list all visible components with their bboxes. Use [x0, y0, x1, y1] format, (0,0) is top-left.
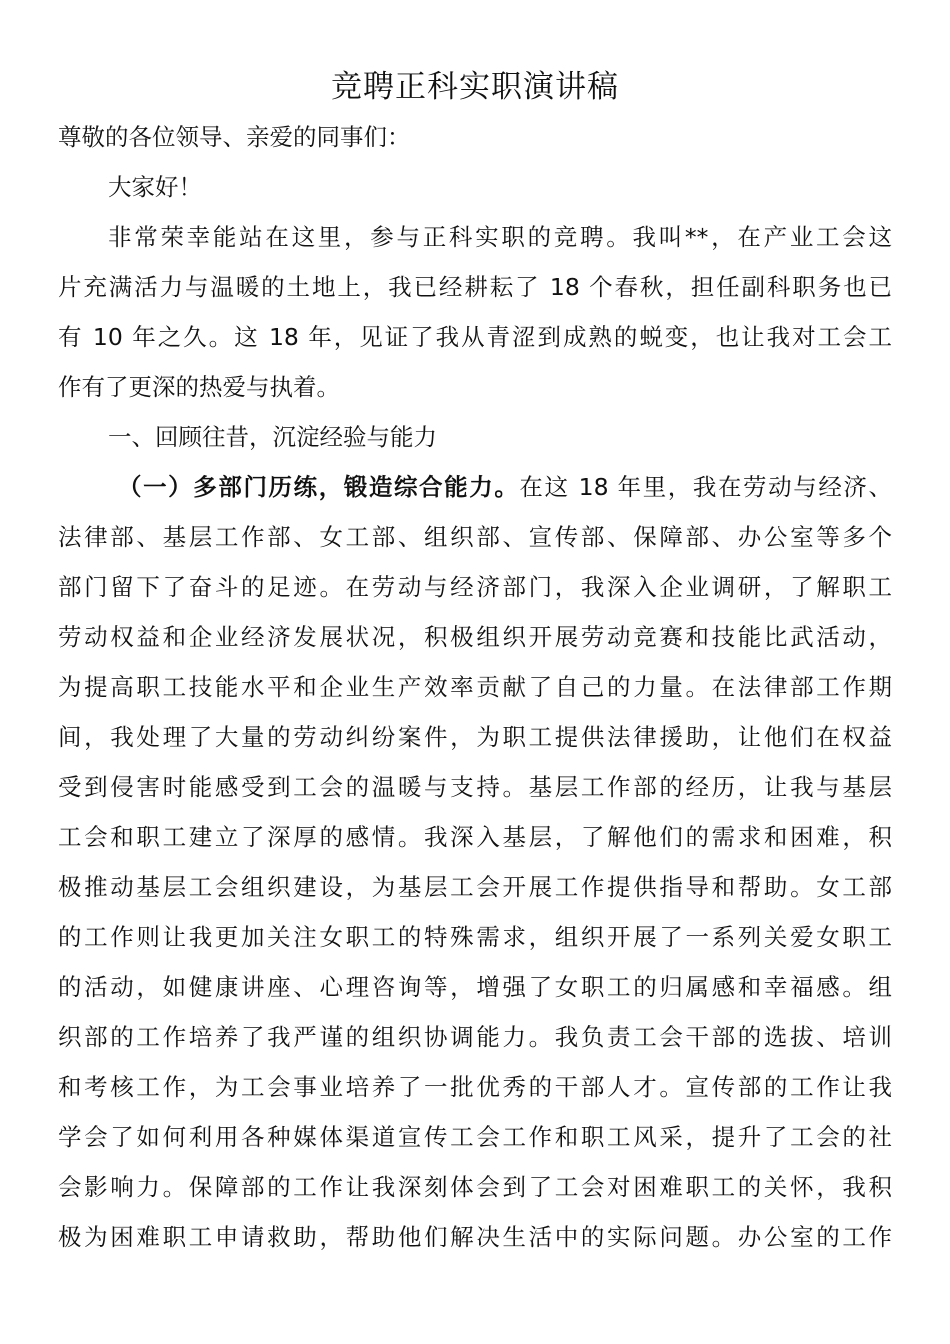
body-line: 劳动权益和企业经济发展状况，积极组织开展劳动竞赛和技能比武活动， — [58, 623, 892, 651]
intro-line: 作有了更深的热爱与执着。 — [58, 373, 340, 401]
body-line: 织部的工作培养了我严谨的组织协调能力。我负责工会干部的选拔、培训 — [58, 1023, 892, 1051]
body-line: 极推动基层工会组织建设，为基层工会开展工作提供指导和帮助。女工部 — [58, 873, 892, 901]
body-line: 部门留下了奋斗的足迹。在劳动与经济部门，我深入企业调研，了解职工 — [58, 573, 892, 601]
subsection-first-line — [118, 462, 892, 512]
body-line: 学会了如何利用各种媒体渠道宣传工会工作和职工风采，提升了工会的社 — [58, 1123, 892, 1151]
greeting: 大家好！ — [108, 173, 202, 201]
intro-line: 非常荣幸能站在这里，参与正科实职的竞聘。我叫**，在产业工会这 — [108, 223, 892, 251]
page-title: 竞聘正科实职演讲稿 — [331, 69, 619, 105]
section-heading: 一、回顾往昔，沉淀经验与能力 — [108, 423, 437, 451]
body-line: 工会和职工建立了深厚的感情。我深入基层，了解他们的需求和困难，积 — [58, 823, 892, 851]
salutation: 尊敬的各位领导、亲爱的同事们： — [58, 123, 411, 151]
body-line: 为提高职工技能水平和企业生产效率贡献了自己的力量。在法律部工作期 — [58, 673, 892, 701]
intro-line: 片充满活力与温暖的土地上，我已经耕耘了 18 个春秋，担任副科职务也已 — [58, 273, 892, 301]
body-line: 的工作则让我更加关注女职工的特殊需求，组织开展了一系列关爱女职工 — [58, 923, 892, 951]
body-line: 会影响力。保障部的工作让我深刻体会到了工会对困难职工的关怀，我积 — [58, 1173, 892, 1201]
body-line: 间，我处理了大量的劳动纠纷案件，为职工提供法律援助，让他们在权益 — [58, 723, 892, 751]
subsection-heading: （一）多部门历练，锻造综合能力。 — [118, 473, 520, 501]
body-line: 法律部、基层工作部、女工部、组织部、宣传部、保障部、办公室等多个 — [58, 523, 892, 551]
intro-line: 有 10 年之久。这 18 年，见证了我从青涩到成熟的蜕变，也让我对工会工 — [58, 323, 892, 351]
body-line: 极为困难职工申请救助，帮助他们解决生活中的实际问题。办公室的工作 — [58, 1223, 892, 1251]
body-line: 受到侵害时能感受到工会的温暖与支持。基层工作部的经历，让我与基层 — [58, 773, 892, 801]
subsection-first-line-rest: 在这 18 年里，我在劳动与经济、 — [519, 473, 893, 501]
body-line: 的活动，如健康讲座、心理咨询等，增强了女职工的归属感和幸福感。组 — [58, 973, 892, 1001]
body-line: 和考核工作，为工会事业培养了一批优秀的干部人才。宣传部的工作让我 — [58, 1073, 892, 1101]
